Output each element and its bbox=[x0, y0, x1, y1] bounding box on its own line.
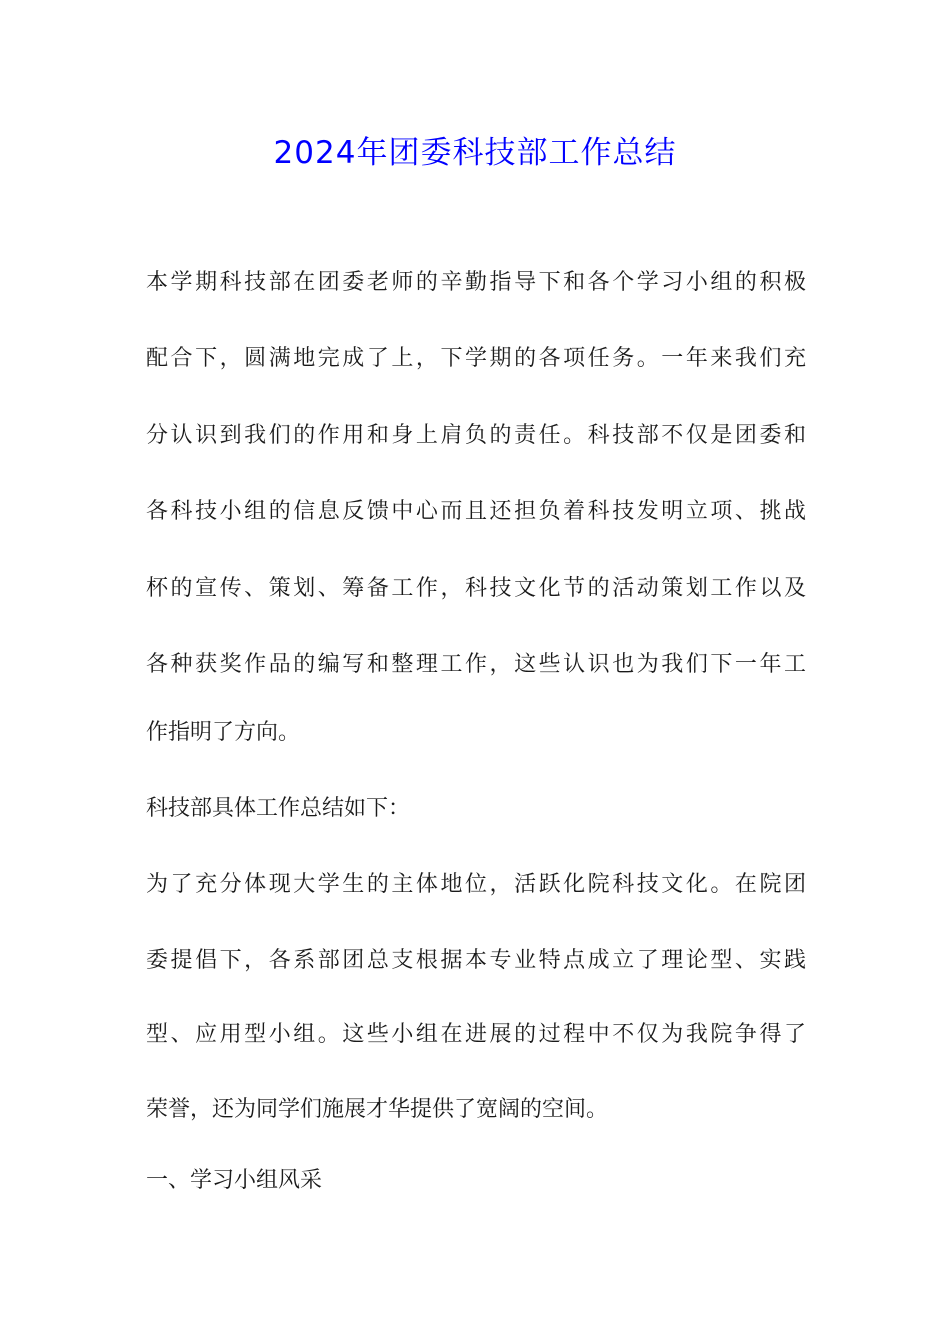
paragraph-line: 本学期科技部在团委老师的辛勤指导下和各个学习小组的积极 bbox=[146, 270, 806, 295]
section-intro-line: 科技部具体工作总结如下： bbox=[146, 796, 411, 821]
paragraph-line: 各种获奖作品的编写和整理工作，这些认识也为我们下一年工 bbox=[146, 652, 806, 677]
paragraph-line: 作指明了方向。 bbox=[146, 720, 301, 745]
paragraph-line: 型、应用型小组。这些小组在进展的过程中不仅为我院争得了 bbox=[146, 1022, 806, 1047]
section-heading: 一、学习小组风采 bbox=[146, 1168, 323, 1193]
paragraph-line: 杯的宣传、策划、筹备工作，科技文化节的活动策划工作以及 bbox=[146, 576, 806, 601]
paragraph-line: 为了充分体现大学生的主体地位，活跃化院科技文化。在院团 bbox=[146, 872, 806, 897]
paragraph-line: 荣誉，还为同学们施展才华提供了宽阔的空间。 bbox=[146, 1097, 609, 1122]
paragraph-line: 分认识到我们的作用和身上肩负的责任。科技部不仅是团委和 bbox=[146, 423, 806, 448]
paragraph-line: 委提倡下，各系部团总支根据本专业特点成立了理论型、实践 bbox=[146, 948, 806, 973]
document-title: 2024年团委科技部工作总结 bbox=[273, 135, 677, 171]
paragraph-line: 配合下，圆满地完成了上，下学期的各项任务。一年来我们充 bbox=[146, 346, 806, 371]
paragraph-line: 各科技小组的信息反馈中心而且还担负着科技发明立项、挑战 bbox=[146, 499, 806, 524]
